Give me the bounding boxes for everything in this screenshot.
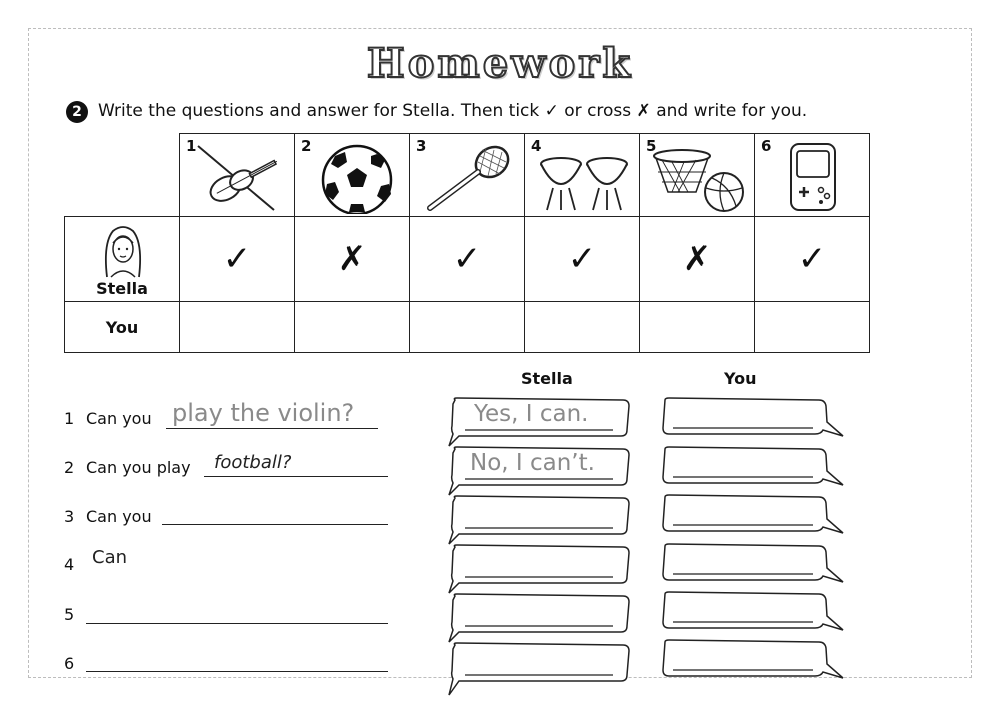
exercise-number: 2: [66, 101, 88, 123]
stella-answer-1: Yes, I can.: [474, 401, 589, 427]
you-answer-bubble-2[interactable]: [659, 445, 849, 491]
stella-mark-4: ✓: [525, 217, 640, 302]
question-2: [64, 458, 191, 477]
stella-answer-bubble-5[interactable]: [443, 592, 633, 644]
question-prefix: Can you play: [86, 458, 191, 477]
question-4-answer: Can: [92, 547, 128, 568]
basketball-icon: [650, 142, 746, 214]
answer-line-1[interactable]: [166, 428, 378, 429]
stella-answer-bubble-6[interactable]: [443, 641, 633, 697]
grid-header-2: [295, 134, 410, 217]
stella-row-label: [65, 217, 180, 302]
question-6: [64, 654, 86, 673]
question-number: 5: [64, 605, 75, 624]
stella-avatar-icon: [99, 223, 147, 279]
question-4: [64, 555, 86, 574]
answer-line-5[interactable]: [86, 623, 388, 624]
you-mark-6[interactable]: [755, 302, 870, 353]
answer-line-6[interactable]: [86, 671, 388, 672]
you-answer-bubble-1[interactable]: [659, 396, 849, 442]
column-number: 4: [531, 137, 542, 155]
stella-column-header: Stella: [521, 369, 573, 388]
question-number: 6: [64, 654, 75, 673]
football-icon: [305, 142, 401, 214]
you-row-label: You: [65, 302, 180, 353]
you-answer-bubble-6[interactable]: [659, 638, 849, 684]
column-number: 2: [301, 137, 312, 155]
you-column-header: You: [724, 369, 757, 388]
tennis-racket-icon: [420, 142, 516, 214]
question-prefix: Can you: [86, 507, 152, 526]
column-number: 6: [761, 137, 772, 155]
activity-grid: [64, 133, 870, 353]
answer-line-2[interactable]: [204, 476, 388, 477]
question-number: 1: [64, 409, 75, 428]
question-number: 4: [64, 555, 75, 574]
you-mark-4[interactable]: [525, 302, 640, 353]
stella-mark-2: ✗: [295, 217, 410, 302]
answer-line-3[interactable]: [162, 524, 388, 525]
you-mark-5[interactable]: [640, 302, 755, 353]
column-number: 3: [416, 137, 427, 155]
stella-answer-2: No, I can’t.: [470, 450, 595, 476]
drums-icon: [535, 142, 631, 214]
you-answer-bubble-5[interactable]: [659, 590, 849, 636]
grid-header-4: [525, 134, 640, 217]
question-1: [64, 409, 152, 428]
grid-header-3: [410, 134, 525, 217]
you-mark-2[interactable]: [295, 302, 410, 353]
instruction-text: Write the questions and answer for Stella. Then tick ✓ or cross ✗ and write for you.: [98, 101, 808, 121]
column-number: 1: [186, 137, 197, 155]
stella-label: Stella: [96, 279, 148, 298]
question-3: [64, 507, 152, 526]
grid-header-5: [640, 134, 755, 217]
stella-mark-6: ✓: [755, 217, 870, 302]
question-2-answer: football?: [214, 452, 292, 473]
question-5: [64, 605, 86, 624]
page-title: Homework: [366, 40, 634, 87]
grid-header-1: [180, 134, 295, 217]
question-number: 2: [64, 458, 75, 477]
column-number: 5: [646, 137, 657, 155]
stella-mark-3: ✓: [410, 217, 525, 302]
grid-header-6: [755, 134, 870, 217]
question-number: 3: [64, 507, 75, 526]
question-1-answer: play the violin?: [172, 399, 355, 427]
stella-mark-5: ✗: [640, 217, 755, 302]
game-console-icon: [765, 142, 861, 214]
you-answer-bubble-3[interactable]: [659, 493, 849, 539]
you-mark-1[interactable]: [180, 302, 295, 353]
stella-answer-bubble-3[interactable]: [443, 494, 633, 546]
violin-icon: [190, 142, 286, 214]
you-answer-bubble-4[interactable]: [659, 542, 849, 588]
stella-mark-1: ✓: [180, 217, 295, 302]
you-mark-3[interactable]: [410, 302, 525, 353]
grid-corner: [65, 134, 180, 217]
question-prefix: Can you: [86, 409, 152, 428]
stella-answer-bubble-4[interactable]: [443, 543, 633, 595]
